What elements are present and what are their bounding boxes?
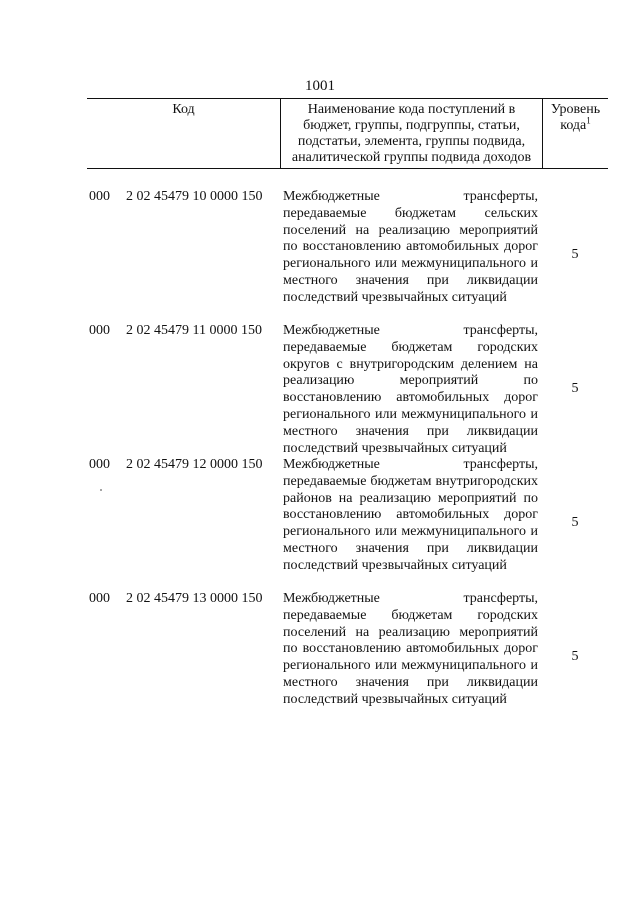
header-level-line2 xyxy=(543,115,608,134)
row-prefix: 000 xyxy=(89,457,110,472)
row-level: 5 xyxy=(571,515,579,530)
header-level-word: кода xyxy=(560,118,587,133)
row-code: 2 02 45479 10 0000 150 xyxy=(126,189,263,204)
header-name-line: аналитической группы подвида доходов xyxy=(291,150,532,165)
header-name-line: подстатьи, элемента, группы подвида, xyxy=(297,134,526,149)
table-header xyxy=(87,98,608,169)
header-code xyxy=(87,99,280,168)
row-code: 2 02 45479 13 0000 150 xyxy=(126,591,263,606)
row-level: 5 xyxy=(571,247,579,262)
footnote-marker: 1 xyxy=(586,115,591,126)
row-name: Межбюджетные трансферты, передаваемые бюджетам внутригородских районов на реализацию мероприятий по восстановлению автомобильных дорог регионального или межмуниципального и местного значения при ликвидации последствий чрезвычайных ситуаций xyxy=(283,457,538,573)
row-name: Межбюджетные трансферты, передаваемые бюджетам городских поселений на реализацию мероприятий по восстановлению автомобильных дорог регионального или межмуниципального и местного значения при ликвидации последствий чрезвычайных ситуаций xyxy=(283,591,538,707)
row-name: Межбюджетные трансферты, передаваемые бюджетам сельских поселений на реализацию мероприятий по восстановлению автомобильных дорог регионального или межмуниципального и местного значения при ликвидации последствий чрезвычайных ситуаций xyxy=(283,189,538,305)
row-name: Межбюджетные трансферты, передаваемые бюджетам городских округов с внутригородским делением на реализацию мероприятий по восстановлению автомобильных дорог регионального или межмуниципального и местного значения при ликвидации последствий чрезвычайных ситуаций xyxy=(283,323,538,456)
header-level xyxy=(543,99,608,168)
header-level-line1: Уровень xyxy=(550,102,601,117)
row-code: 2 02 45479 12 0000 150 xyxy=(126,457,263,472)
header-code-label: Код xyxy=(172,102,195,117)
scan-speck xyxy=(100,489,102,491)
row-level: 5 xyxy=(571,381,579,396)
row-prefix: 000 xyxy=(89,591,110,606)
header-name-line: Наименование кода поступлений в xyxy=(307,102,516,117)
header-name xyxy=(280,99,543,168)
page-number: 1001 xyxy=(305,78,335,94)
row-prefix: 000 xyxy=(89,189,110,204)
row-code: 2 02 45479 11 0000 150 xyxy=(126,323,262,338)
row-level: 5 xyxy=(571,649,579,664)
header-name-line: бюджет, группы, подгруппы, статьи, xyxy=(303,118,520,133)
row-prefix: 000 xyxy=(89,323,110,338)
